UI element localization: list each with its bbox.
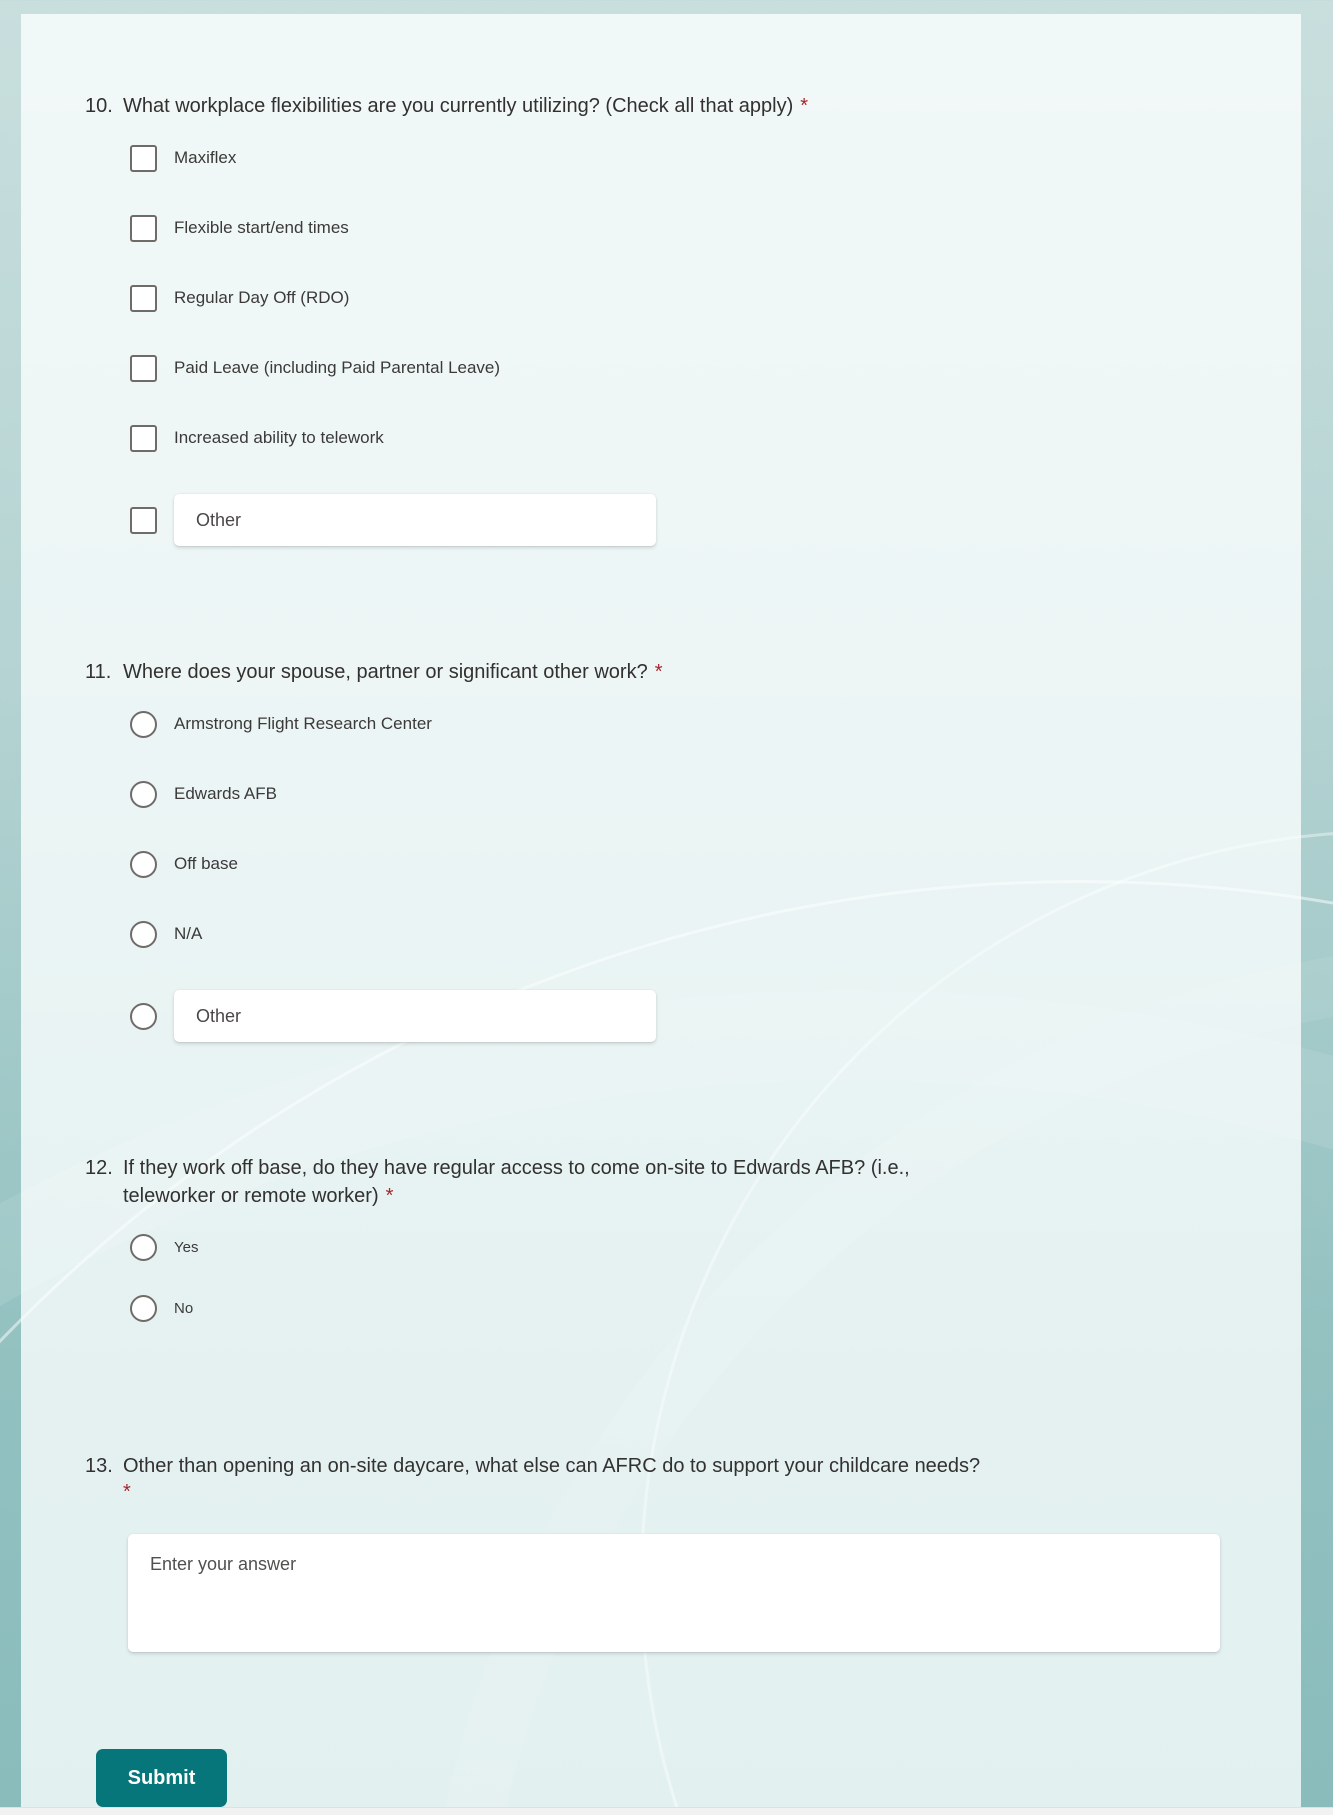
option-label[interactable]: Maxiflex [174, 148, 237, 167]
question-number: 11. [85, 661, 112, 683]
option-label[interactable]: Yes [174, 1239, 199, 1256]
option-label[interactable]: Edwards AFB [174, 784, 277, 803]
question-10-options [130, 144, 1241, 546]
radio-button[interactable] [130, 921, 157, 948]
question-13 [85, 1452, 1241, 1652]
radio-button[interactable] [130, 851, 157, 878]
answer-textarea[interactable] [128, 1534, 1220, 1652]
radio-option-yes [130, 1234, 1241, 1261]
radio-button[interactable] [130, 711, 157, 738]
checkbox[interactable] [130, 507, 157, 534]
question-11-options [130, 710, 1241, 1042]
radio-button[interactable] [130, 781, 157, 808]
footer-strip [0, 1807, 1333, 1815]
checkbox[interactable] [130, 215, 157, 242]
question-12-options [130, 1234, 1241, 1322]
checkbox[interactable] [130, 425, 157, 452]
other-text-input[interactable] [174, 494, 656, 546]
option-label[interactable]: Increased ability to telework [174, 428, 384, 447]
question-text: If they work off base, do they have regular access to come on-site to Edwards AFB? (i.e., teleworker or remote worker) * [123, 1157, 910, 1207]
question-13-title [85, 1452, 1241, 1480]
option-label[interactable]: Armstrong Flight Research Center [174, 714, 432, 733]
option-label[interactable]: N/A [174, 924, 203, 943]
question-text: What workplace flexibilities are you currently utilizing? (Check all that apply) * [123, 95, 809, 117]
submit-button[interactable]: Submit [96, 1749, 227, 1807]
question-11-title [85, 658, 1241, 686]
required-asterisk: * [123, 1481, 131, 1503]
required-asterisk: * [385, 1185, 394, 1207]
required-asterisk: * [800, 95, 809, 117]
other-text-input[interactable] [174, 990, 656, 1042]
checkbox[interactable] [130, 145, 157, 172]
required-asterisk: * [654, 661, 663, 683]
option-label[interactable]: Flexible start/end times [174, 218, 349, 237]
checkbox[interactable] [130, 285, 157, 312]
question-text: Other than opening an on-site daycare, what else can AFRC do to support your childcare needs? [123, 1455, 981, 1477]
radio-option-other [130, 990, 1241, 1042]
radio-option-edwards-afb [130, 780, 1241, 808]
question-10-title [85, 92, 1241, 120]
option-label[interactable]: Off base [174, 854, 238, 873]
checkbox-option-telework [130, 424, 1241, 452]
checkbox[interactable] [130, 355, 157, 382]
radio-button[interactable] [130, 1295, 157, 1322]
option-label[interactable]: Regular Day Off (RDO) [174, 288, 350, 307]
checkbox-option-flexible-times [130, 214, 1241, 242]
radio-option-armstrong [130, 710, 1241, 738]
question-number: 10. [85, 95, 113, 117]
question-number: 12. [85, 1157, 113, 1179]
checkbox-option-paid-leave [130, 354, 1241, 382]
question-10 [85, 92, 1241, 546]
question-text: Where does your spouse, partner or significant other work? * [123, 661, 663, 683]
form-content-panel [21, 14, 1301, 1815]
option-label[interactable]: Paid Leave (including Paid Parental Leave) [174, 358, 501, 377]
option-label[interactable]: No [174, 1300, 194, 1317]
question-11 [85, 658, 1241, 1042]
radio-button[interactable] [130, 1234, 157, 1261]
radio-option-na [130, 920, 1241, 948]
checkbox-option-other [130, 494, 1241, 546]
question-12 [85, 1154, 1241, 1322]
question-12-title [85, 1154, 1241, 1210]
question-number: 13. [85, 1455, 113, 1477]
radio-option-off-base [130, 850, 1241, 878]
radio-button[interactable] [130, 1003, 157, 1030]
checkbox-option-rdo [130, 284, 1241, 312]
radio-option-no [130, 1295, 1241, 1322]
checkbox-option-maxiflex [130, 144, 1241, 172]
